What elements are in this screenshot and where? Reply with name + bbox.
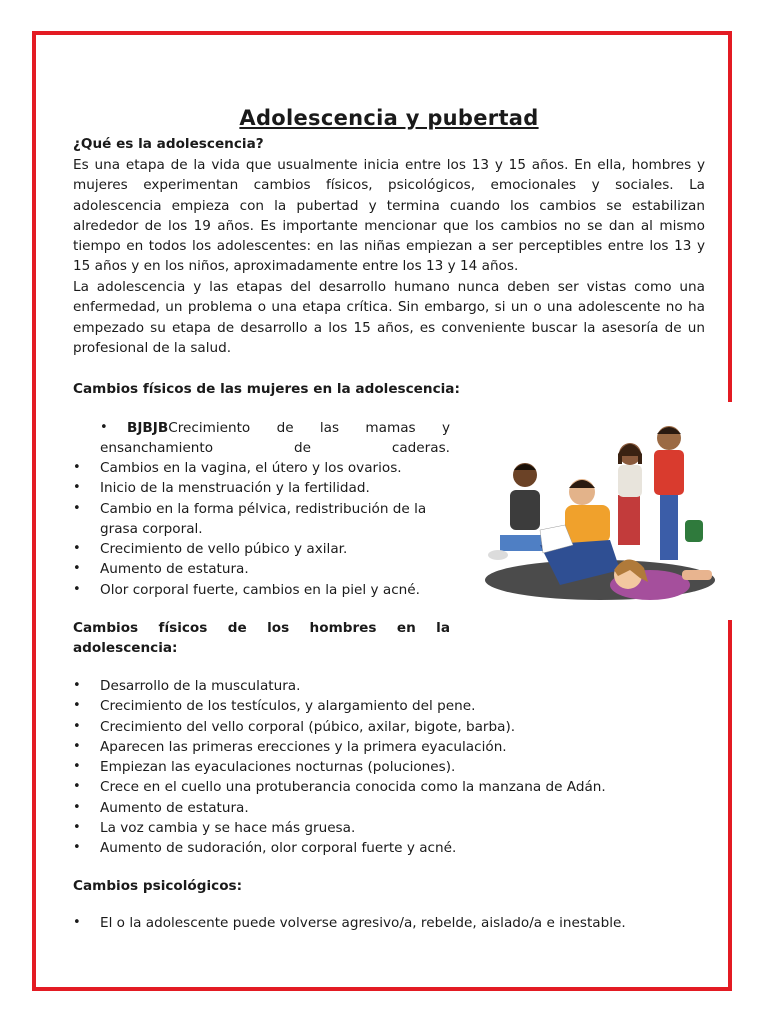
teenagers-group-illustration: [470, 410, 732, 630]
list-item: • Olor corporal fuerte, cambios en la piel y acné.: [73, 580, 450, 600]
list-item: • Inicio de la menstruación y la fertilidad.: [73, 478, 450, 498]
psych-list: [73, 913, 705, 933]
men-heading: [73, 618, 450, 659]
women-heading: Cambios físicos de las mujeres en la adolescencia:: [73, 381, 460, 397]
list-item: • Crecimiento de los testículos, y alargamiento del pene.: [73, 696, 705, 716]
list-item: • Cambios en la vagina, el útero y los ovarios.: [73, 458, 450, 478]
first-item-text: Crecimiento de las mamas y ensanchamiento de caderas.: [100, 420, 450, 457]
page-title: Adolescencia y pubertad: [239, 106, 539, 130]
men-heading-text: Cambios físicos de los hombres en la adolescencia:: [73, 620, 450, 657]
list-item: • Cambio en la forma pélvica, redistribución de la grasa corporal.: [73, 499, 450, 540]
list-item: • Crece en el cuello una protuberancia conocida como la manzana de Adán.: [73, 777, 705, 797]
list-item: • Desarrollo de la musculatura.: [73, 676, 705, 696]
list-item: • Crecimiento de vello púbico y axilar.: [73, 539, 450, 559]
list-item: [100, 418, 450, 459]
list-item: • Aumento de estatura.: [73, 798, 705, 818]
second-paragraph: La adolescencia y las etapas del desarrollo humano nunca deben ser vistas como una enfermedad, un problema o una etapa crítica. Sin embargo, si un o una adolescente no ha empezado su etapa de desarrollo a los 15 años, es conveniente buscar la asesoría de un profesional de la salud.: [73, 279, 705, 356]
standing-boy-figure: [654, 426, 703, 560]
intro-paragraph: Es una etapa de la vida que usualmente inicia entre los 13 y 15 años. En ella, hombres y mujeres experimentan cambios físicos, psicológicos, emocionales y sociales. La adolescencia empieza con la pubertad y termina cuando los cambios se estabilizan alrededor de los 19 años. Es importante mencionar que los cambios no se dan al mismo tiempo en todos los adolescentes: en las niñas empiezan a ser perceptibles entre los 13 y 15 años y en los niños, aproximadamente entre los 13 y 14 años.: [73, 157, 705, 275]
question-heading: ¿Qué es la adolescencia?: [73, 136, 264, 152]
women-list-rest: [73, 458, 450, 600]
list-item: • La voz cambia y se hace más gruesa.: [73, 818, 705, 838]
psych-heading: Cambios psicológicos:: [73, 878, 243, 894]
standing-girl-figure: [618, 443, 642, 545]
list-item: • Aparecen las primeras erecciones y la primera eyaculación.: [73, 737, 705, 757]
men-list: [73, 676, 705, 859]
list-item: • Aumento de sudoración, olor corporal fuerte y acné.: [73, 838, 705, 858]
list-item: • Empiezan las eyaculaciones nocturnas (poluciones).: [73, 757, 705, 777]
list-item: • El o la adolescente puede volverse agresivo/a, rebelde, aislado/a e inestable.: [73, 913, 705, 933]
list-item: • Crecimiento del vello corporal (púbico, axilar, bigote, barba).: [73, 717, 705, 737]
first-item-bold: BJBJB: [127, 420, 169, 436]
list-item: • Aumento de estatura.: [73, 559, 450, 579]
women-list: [100, 418, 450, 459]
